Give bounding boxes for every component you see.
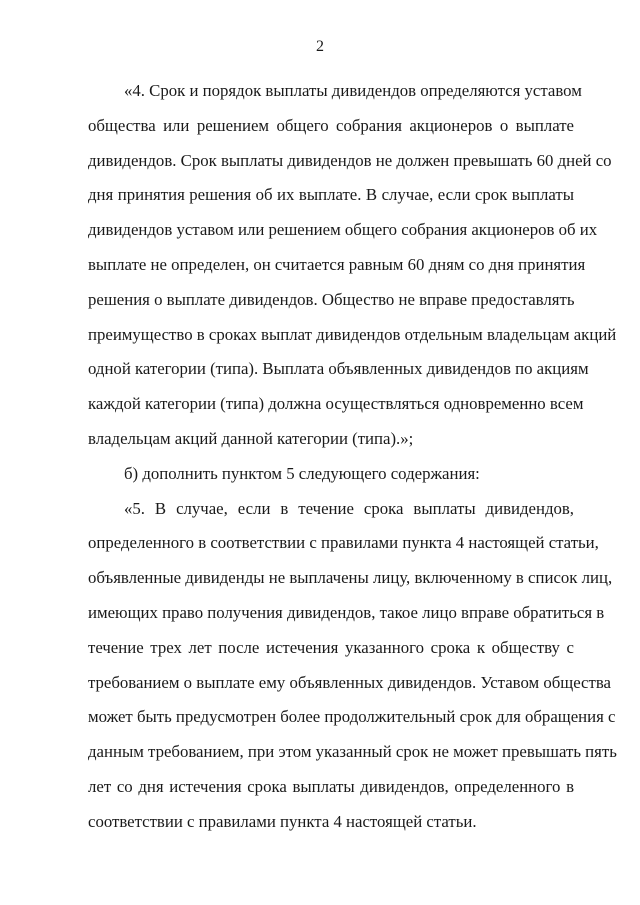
text-line: общества или решением общего собрания акционеров о выплате <box>88 115 574 135</box>
text-line: имеющих право получения дивидендов, такое лицо вправе обратиться в <box>88 602 605 622</box>
text-line: дивидендов. Срок выплаты дивидендов не должен превышать 60 дней со <box>88 150 612 170</box>
text-line: одной категории (типа). Выплата объявленных дивидендов по акциям <box>88 359 589 379</box>
text-line: «4. Срок и порядок выплаты дивидендов определяются уставом <box>124 81 582 100</box>
text-line: дня принятия решения об их выплате. В случае, если срок выплаты <box>88 185 574 205</box>
text-line: течение трех лет после истечения указанного срока к обществу с <box>88 637 574 657</box>
text-line: «5. В случае, если в течение срока выплаты дивидендов, <box>124 498 574 518</box>
text-line: данным требованием, при этом указанный срок не может превышать пять <box>88 742 617 762</box>
text-line: соответствии с правилами пункта 4 настоящей статьи. <box>88 811 477 831</box>
text-line: каждой категории (типа) должна осуществляться одновременно всем <box>88 394 584 414</box>
text-line: требованием о выплате ему объявленных дивидендов. Уставом общества <box>88 672 611 692</box>
document-body <box>88 74 617 840</box>
text-line: определенного в соответствии с правилами пункта 4 настоящей статьи, <box>88 533 599 553</box>
text-line: дивидендов уставом или решением общего собрания акционеров об их <box>88 220 598 240</box>
text-line: преимущество в сроках выплат дивидендов отдельным владельцам акций <box>88 324 617 344</box>
text-line: решения о выплате дивидендов. Общество не вправе предоставлять <box>88 289 575 309</box>
text-line: владельцам акций данной категории (типа).»; <box>88 428 414 448</box>
text-line: лет со дня истечения срока выплаты дивидендов, определенного в <box>88 776 574 796</box>
text-line: выплате не определен, он считается равным 60 дням со дня принятия <box>88 254 586 274</box>
page-number: 2 <box>316 38 324 55</box>
text-line: б) дополнить пунктом 5 следующего содержания: <box>124 463 480 483</box>
text-line: может быть предусмотрен более продолжительный срок для обращения с <box>88 707 616 727</box>
text-line: объявленные дивиденды не выплачены лицу, включенному в список лиц, <box>88 568 613 588</box>
